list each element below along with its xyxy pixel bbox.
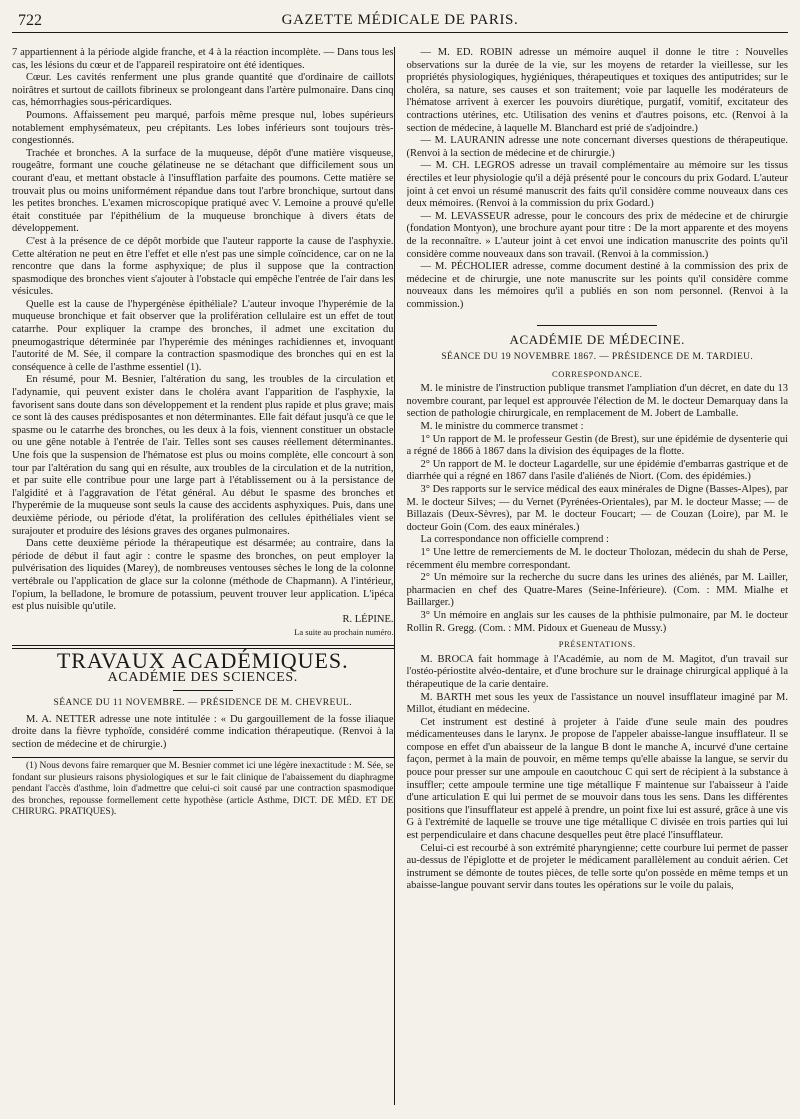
paragraph: Cet instrument est destiné à projeter à l'aide d'une seule main des poudres médicamenteuses dans le larynx. Je propose de l'appeler abaisse-langue insufflateur. Il se compose en effet d'un abaisseur de la langue B dont le manche A, incurvé d'une certaine façon, permet à la main de pouvoir, en même temps qu'elle abaisse la langue, se servir du pouce pour presser sur une ampoule en caoutchouc C qui sert de récipient à la substance à insuffler; cette ampoule termine une tige métallique F maintenue sur l'abaisseur à l'aide d'une articulation E qui lui permet de se mouvoir dans tous les sens. Dans les différentes positions que l'insufflateur est appelé à prendre, un point fixe lui est assuré, grâce à une vis G à l'extrémité de laquelle se trouve une tige métallique C divisée en trois parties qui lui est perpendiculaire et dans chacune desquelles peut être placé l'insufflateur. — [406, 716, 788, 842]
presentations-heading: PRÉSENTATIONS. — [558, 639, 636, 650]
paragraph: Cœur. Les cavités renferment une plus grande quantité que d'ordinaire de caillots noirâtres et surtout de caillots fibrineux se prolongeant dans l'artère pulmonaire. Dans cinq cas, hémorrhagies sous-péricardiques. — [12, 72, 394, 109]
columns — [12, 47, 788, 1105]
footnote-divider — [12, 757, 394, 758]
paragraph: 7 appartiennent à la période algide franche, et 4 à la réaction incomplète. — Dans tous les cas, les lésions du cœur et de l'appareil respiratoire ont été identiques. — [12, 47, 394, 71]
short-divider — [537, 325, 657, 326]
paragraph: M. BROCA fait hommage à l'Académie, au nom de M. Magitot, d'un travail sur l'ostéo-périostite alvéo-dentaire, et d'une brochure sur le drainage chirurgical appliqué à la thérapeutique de la carie dentaire. — [406, 653, 788, 690]
paragraph: M. le ministre de l'instruction publique transmet l'ampliation d'un décret, en date du 13 novembre courant, par lequel est approuvée l'élection de M. le docteur Demarquay dans la section de pathologie chirurgicale, en remplacement de M. Jobert de Lamballe. — [406, 383, 788, 420]
list-item: 1° Une lettre de remerciements de M. le docteur Tholozan, médecin du shah de Perse, récemment élu membre correspondant. — [406, 546, 788, 571]
list-item: 2° Un mémoire sur la recherche du sucre dans les urines des aliénés, par M. Lailler, pharmacien en chef des Quatre-Mares (Seine-Inférieure). (Com. : MM. Mialhe et Baillarger.) — [406, 572, 788, 609]
list-item: 3° Un mémoire en anglais sur les causes de la phthisie pulmonaire, par M. le docteur Rollin R. Gregg. (Com. : MM. Pidoux et Gueneau de Mussy.) — [406, 609, 788, 634]
paragraph: Quelle est la cause de l'hypergénèse épithéliale? L'auteur invoque l'hyperémie de la muqueuse bronchique et fait observer que la prolifération cellulaire est un effet de tout catarrhe. Pour expliquer la crampe des bronches, il admet une excitation du pneumogastrique déterminée par l'hyperémie des méninges rachidiennes et, invoquant l'autorité de M. Sée, il compare la contraction spasmodique des bronches qui en est la conséquence à celle de l'asthme essentiel (1). — [12, 298, 394, 373]
paragraph: — M. CH. LEGROS adresse un travail complémentaire au mémoire sur les tissus érectiles et leur physiologie qu'il a déjà présenté pour le concours du prix Godard. L'auteur joint à cet envoi un résumé manuscrit des faits qu'il considère comme nouveaux dans ces deux mémoires. (Renvoi à la commission du prix Godard.) — [406, 160, 788, 210]
paragraph: M. A. NETTER adresse une note intitulée : « Du gargouillement de la fosse iliaque droite dans la fièvre typhoïde, considéré comme indication thérapeutique. (Renvoi à la section de médecine et de chirurgie.) — [12, 713, 394, 750]
session-line: SÉANCE DU 11 NOVEMBRE. — PRÉSIDENCE DE M. CHEVREUL. — [53, 698, 352, 709]
paragraph: — M. LAURANIN adresse une note concernant diverses questions de thérapeutique. (Renvoi à la section de médecine et de chirurgie.) — [406, 135, 788, 159]
paragraph: La correspondance non officielle comprend : — [420, 534, 609, 546]
right-column — [407, 47, 789, 1105]
paragraph: — M. LEVASSEUR adresse, pour le concours des prix de médecine et de chirurgie (fondation Montyon), une brochure ayant pour titre : De la mort apparente et des moyens de la reconnaître. » L'auteur joint à cet envoi une indication manuscrite des points qu'il considère comme nouveaux dans son travail. (Renvoi à la commission.) — [406, 210, 788, 260]
list-item: 1° Un rapport de M. le professeur Gestin (de Brest), sur une épidémie de dysenterie qui a régné de 1866 à 1867 dans la division des équipages de la flotte. — [406, 433, 788, 458]
page-header — [12, 10, 788, 33]
footnote: (1) Nous devons faire remarquer que M. Besnier commet ici une légère inexactitude : M. Sée, se fondant sur plusieurs raisons physiologiques et sur le fait clinique de l'abaissement du diaphragme pendant l'accès d'asthme, loin d'admettre que celui-ci soit causé par une contraction spasmodique des bronches, repousse formellement cette hypothèse (article Asthme, DICT. DE MÉD. ET DE CHIRURG. PRATIQUES). — [12, 761, 394, 818]
session-line: SÉANCE DU 19 NOVEMBRE 1867. — PRÉSIDENCE DE M. TARDIEU. — [441, 352, 754, 363]
paragraph: — M. ED. ROBIN adresse un mémoire auquel il donne le titre : Nouvelles observations sur la durée de la vie, sur les moyens de retarder la vieillesse, sur les propriétés physiologiques, hygiéniques, thérapeutiques et toxiques des antiputrides; sur le choléra, sa nature, ses causes et son traitement; voie par laquelle les modérateurs de l'hématose arrivent à exercer les pouvoirs diurétique, purgatif, vomitif, excitateur des contractions utérines, etc. Utilisation des venins et d'autres poisons, etc. (Renvoi à la section de médecine, à laquelle M. Blanchard est prié de s'adjoindre.) — [406, 47, 788, 134]
correspondence-heading: CORRESPONDANCE. — [552, 368, 643, 379]
paragraph: M. BARTH met sous les yeux de l'assistance un nouvel insufflateur imaginé par M. Millot, étudiant en médecine. — [406, 691, 788, 716]
continuation-note: La suite au prochain numéro. — [294, 627, 394, 638]
paragraph: Trachée et bronches. A la surface de la muqueuse, dépôt d'une matière visqueuse, rougeâtre, formant une couche gélatineuse ne se détachant que difficilement sous un courant d'eau, et mettant obstacle à l'insufflation parfaite des poumons. Cette matière se trouvait plus ou moins uniformément répandue dans tout l'arbre bronchique, surtout dans les petites bronches. L'examen microscopique pratiqué avec V. Lemoine a prouvé qu'elle était constituée par l'épithélium de la muqueuse bronchique à divers états de développement. — [12, 147, 394, 235]
section-heading: TRAVAUX ACADÉMIQUES. — [56, 647, 349, 673]
running-title: GAZETTE MÉDICALE DE PARIS. — [281, 12, 519, 28]
subsection-heading: ACADÉMIE DES SCIENCES. — [107, 669, 298, 685]
left-column — [12, 47, 394, 1105]
list-item: 3° Des rapports sur le service médical des eaux minérales de Digne (Basses-Alpes), par M. le docteur Silves; — du Vernet (Pyrénées-Orientales), par M. le docteur Masse; — de Billazais (Deux-Sèvres), par M. le docteur Foucart; — de Couzan (Loire), par M. le docteur Goin (Com. des eaux minérales.) — [406, 484, 788, 533]
short-divider — [173, 690, 233, 691]
list-item: 2° Un rapport de M. le docteur Lagardelle, sur une épidémie d'embarras gastrique et de diarrhée qui a régné en 1867 dans l'asile d'aliénés de Niort. (Com. des épidémies.) — [406, 458, 788, 483]
paragraph: C'est à la présence de ce dépôt morbide que l'auteur rapporte la cause de l'asphyxie. Cette altération ne peut en être l'effet et elle n'est pas une simple coïncidence, car on ne la rencontre que dans la forme asphyxique; de plus il suppose que la contraction spasmodique des bronches vient s'ajouter à l'obstacle qui empêche l'entrée de l'air dans les vésicules. — [12, 235, 394, 298]
author-signature: R. LÉPINE. — [342, 613, 394, 625]
subsection-heading: ACADÉMIE DE MÉDECINE. — [509, 332, 685, 348]
paragraph: Poumons. Affaissement peu marqué, parfois même presque nul, lobes supérieurs notablement emphysémateux, peu crépitants. Les lobes inférieurs sont toujours très-congestionnés. — [12, 109, 394, 147]
page-number: 722 — [18, 12, 42, 29]
paragraph: Celui-ci est recourbé à son extrémité pharyngienne; cette courbure lui permet de passer au-dessus de l'épiglotte et de projeter le médicament parallèlement au conduit aérien. Cet instrument se démonte de toutes pièces, de telle sorte qu'on possède en même temps et un abaisse-langue pouvant servir dans toutes les opérations sur le voile du palais, — [406, 842, 788, 892]
paragraph: — M. PÉCHOLIER adresse, comme document destiné à la commission des prix de médecine et de chirurgie, une note manuscrite sur les points qu'il considère comme nouveaux dans les mémoires qu'il a publiés en son nom personnel. (Renvoi à la commission.) — [406, 261, 788, 310]
paragraph: Dans cette deuxième période la thérapeutique est désarmée; au contraire, dans la période de début il faut agir : contre le spasme des bronches, on peut employer la pulvérisation des liquides (Marey), de nombreuses ventouses sèches le long de la colonne vertébrale ou l'application de glace sur la colonne (méthode de Chapmann). A l'intérieur, l'opium, la belladone, le bromure de potassium, peuvent trouver leur application. L'ipéca est plus nuisible qu'utile. — [12, 538, 394, 613]
column-divider — [394, 47, 395, 1105]
paragraph: En résumé, pour M. Besnier, l'altération du sang, les troubles de la circulation et l'adynamie, qui peuvent exister dans le choléra avant l'apparition de l'asphyxie, la favorisent sans doute dans son développement et la rendent plus rapide et plus grave; mais ce sont là des causes prédisposantes et non déterminantes. Elle fait défaut jusqu'à ce que le spasme ou le catarrhe des bronches, ou les deux à la fois, viennent constituer un obstacle ou une gêne notable à l'entrée de l'air. Telles sont ses causes réellement déterminantes. Une fois que la suspension de l'hématose est plus ou moins complète, elle concourt à son tour par l'altération du sang qui en résulte, aux troubles de la circulation et de la nutrition, et par suite elle contribue pour une large part à l'établissement ou à la persistance de l'algidité et à l'aggravation de l'état général. Au début le spasme des bronches et l'hyperémie de la muqueuse sont seuls la cause des accidents asphyxiques. Puis, dans une deuxième période, ou période d'état, la prolifération des cellules épithéliales vient se surajouter et produire des lésions graves des organes pulmonaires. — [12, 374, 394, 537]
paragraph: M. le ministre du commerce transmet : — [420, 421, 584, 433]
